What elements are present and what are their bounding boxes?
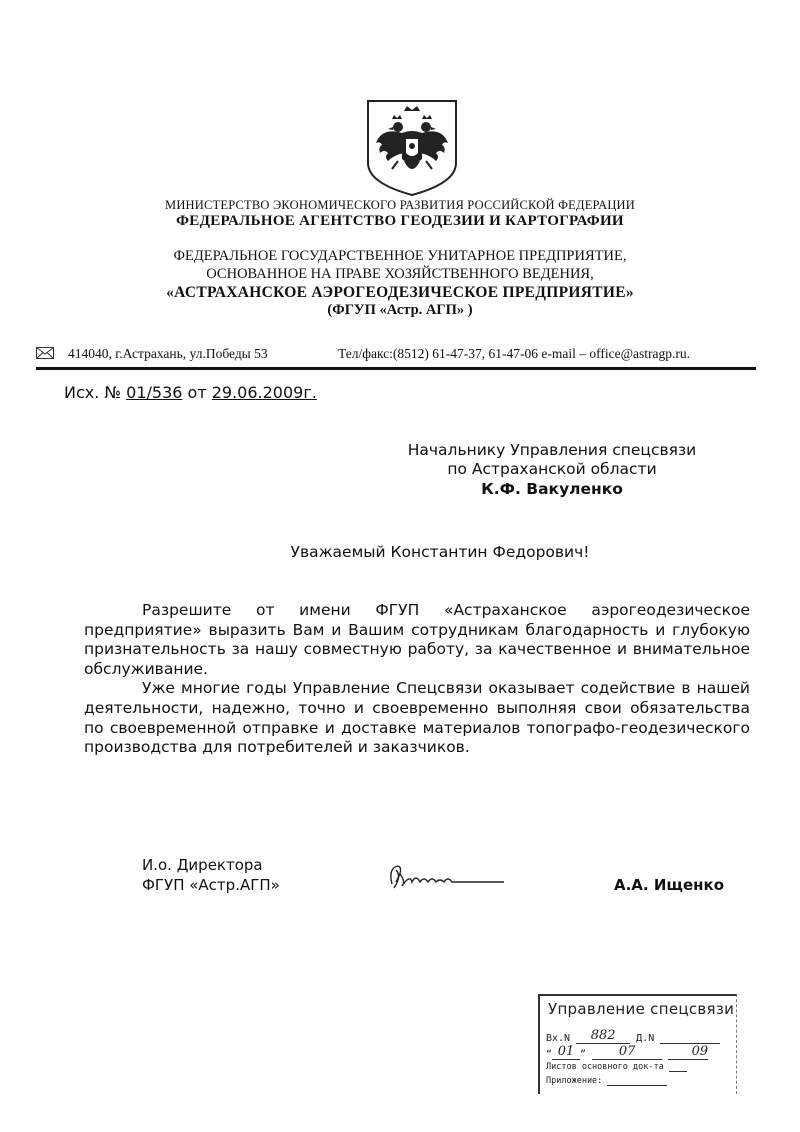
stamp-date-year: 09 (668, 1044, 708, 1060)
body-paragraph-2: Уже многие годы Управление Спецсвязи оказывает содействие в нашей деятельности, надежно, точно и своевременно выполняя свои обязательства по своевременной отправке и доставке материалов топографо-геодезического производства для потребителей и заказчиков. (84, 679, 750, 757)
org-type-line-2: ОСНОВАННОЕ НА ПРАВЕ ХОЗЯЙСТВЕННОГО ВЕДЕНИЯ, (206, 266, 594, 282)
envelope-icon (36, 347, 54, 359)
addressee-line-1: Начальнику Управления спецсвязи (407, 441, 697, 459)
email: e-mail – office@astragp.ru. (541, 346, 691, 361)
addressee-line-2: по Астраханской области (447, 460, 657, 478)
stamp-in-number: 882 (576, 1028, 630, 1044)
outgoing-number: 01/536 (126, 383, 183, 402)
coat-of-arms-emblem (362, 97, 462, 197)
handwritten-signature (384, 860, 514, 892)
outgoing-prefix: Исх. № (64, 383, 122, 402)
stamp-incoming-row (546, 1028, 720, 1044)
body-paragraph-1: Разрешите от имени ФГУП «Астраханское аэрогеодезическое предприятие» выразить Вам и Вашим сотрудникам благодарность и глубокую признательность за нашу совместную работу, за качественное и внимательное обслуживание. (84, 601, 750, 678)
addressee-name: К.Ф. Вакуленко (481, 480, 623, 498)
stamp-date-row: “ 01 ” 07 09 (546, 1044, 709, 1060)
agency-heading: ФЕДЕРАЛЬНОЕ АГЕНТСТВО ГЕОДЕЗИИ И КАРТОГРАФИИ (176, 213, 624, 229)
signatory-organization: ФГУП «Астр.АГП» (142, 876, 280, 894)
stamp-d-label: Д.N (636, 1033, 655, 1044)
address: 414040, г.Астрахань, ул.Победы 53 (68, 346, 268, 361)
contacts-line (36, 346, 756, 362)
greeting: Уважаемый Константин Федорович! (290, 543, 590, 561)
phone-fax: Тел/факс:(8512) 61-47-37, 61-47-06 (338, 346, 539, 361)
stamp-sheets-row (546, 1062, 687, 1072)
letter-body (84, 601, 750, 758)
stamp-in-label: Вх.N (546, 1033, 571, 1044)
outgoing-date: 29.06.2009г. (211, 383, 317, 402)
org-type-line-1: ФЕДЕРАЛЬНОЕ ГОСУДАРСТВЕННОЕ УНИТАРНОЕ ПРЕДПРИЯТИЕ, (173, 248, 627, 264)
org-short-name: (ФГУП «Астр. АГП» ) (327, 302, 473, 318)
stamp-date-month: 07 (592, 1044, 662, 1060)
signatory-name: А.А. Ищенко (614, 876, 724, 894)
stamp-sheets-label: Листов основного док-та (546, 1062, 664, 1072)
stamp-attachment-row (546, 1076, 667, 1086)
stamp-title: Управление спецсвязи (548, 1000, 735, 1018)
stamp-date-day: 01 (552, 1044, 580, 1060)
letterhead-divider (36, 367, 756, 370)
stamp-attachment-label: Приложение: (546, 1076, 603, 1086)
ministry-heading: МИНИСТЕРСТВО ЭКОНОМИЧЕСКОГО РАЗВИТИЯ РОССИЙСКОЙ ФЕДЕРАЦИИ (165, 198, 635, 212)
org-name: «АСТРАХАНСКОЕ АЭРОГЕОДЕЗИЧЕСКОЕ ПРЕДПРИЯТИЕ» (166, 284, 634, 301)
outgoing-reference (64, 383, 317, 402)
signatory-position: И.о. Директора (142, 856, 263, 874)
incoming-stamp (538, 994, 737, 1094)
outgoing-from: от (187, 383, 207, 402)
